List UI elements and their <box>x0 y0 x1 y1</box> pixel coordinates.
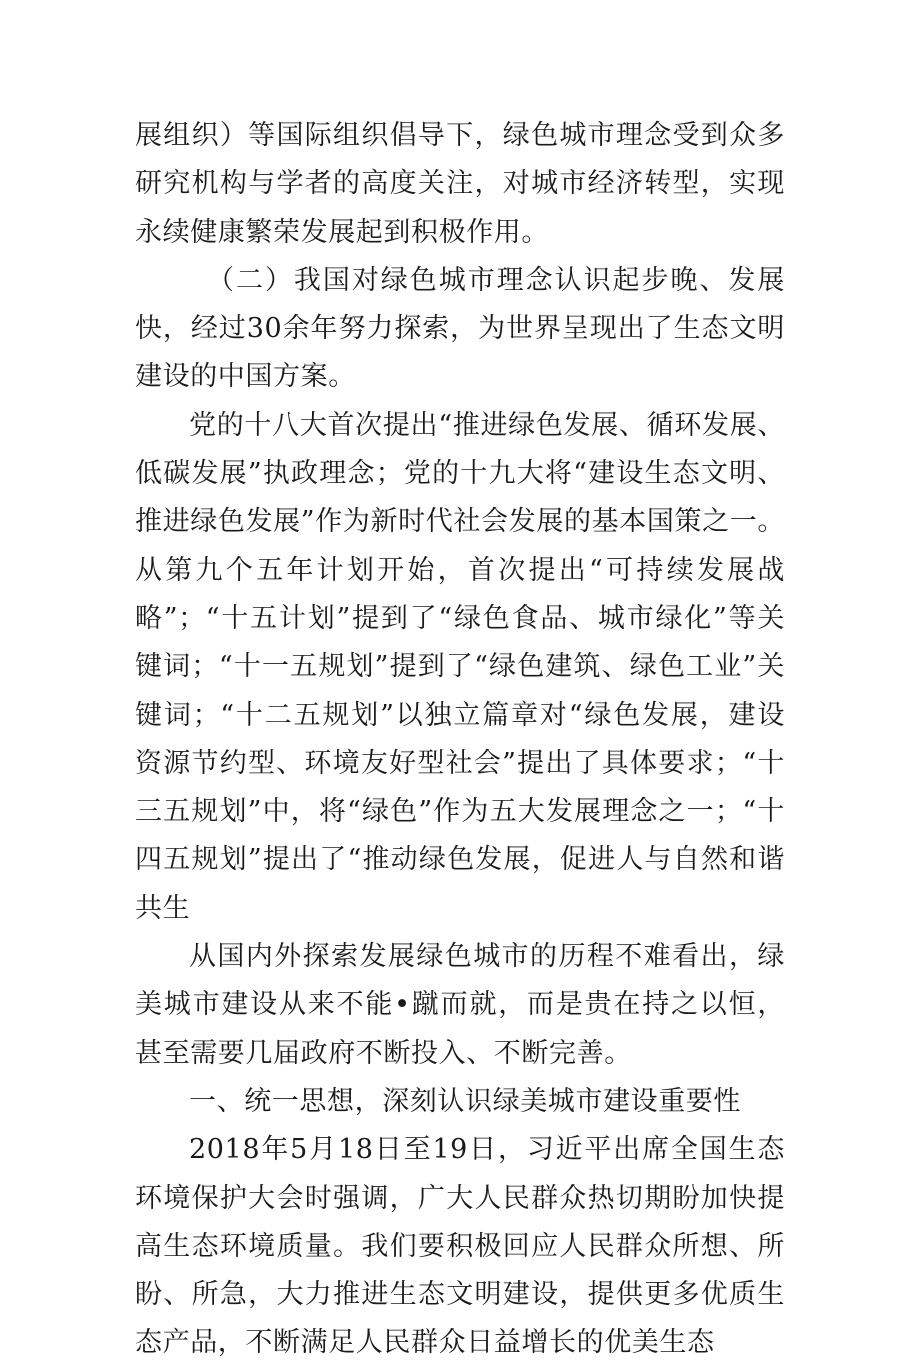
document-body <box>135 112 785 1368</box>
paragraph-policy-history: 党的十八大首次提出“推进绿色发展、循环发展、低碳发展”执政理念；党的十九大将“建设生态文明、推进绿色发展”作为新时代社会发展的基本国策之一。从第九个五年计划开始，首次提出“可持续发展战略”；“十五计划”提到了“绿色食品、城市绿化”等关键词；“十一五规划”提到了“绿色建筑、绿色工业”关键词；“十二五规划”以独立篇章对“绿色发展，建设资源节约型、环境友好型社会”提出了具体要求；“十三五规划”中，将“绿色”作为五大发展理念之一；“十四五规划”提出了“推动绿色发展，促进人与自然和谐共生 <box>135 409 785 924</box>
paragraph-conference: 2018年5月18日至19日，习近平出席全国生态环境保护大会时强调，广大人民群众热切期盼加快提高生态环境质量。我们要积极回应人民群众所想、所盼、所急，大力推进生态文明建设，提供更多优质生态产品，不断满足人民群众日益增长的优美生态 <box>135 1134 785 1359</box>
section-heading-1: 一、统一思想，深刻认识绿美城市建设重要性 <box>189 1085 741 1117</box>
paragraph-conclusion: 从国内外探索发展绿色城市的历程不难看出，绿美城市建设从来不能•蹴而就，而是贵在持之以恒，甚至需要几届政府不断投入、不断完善。 <box>135 941 785 1069</box>
paragraph-continuation: 展组织）等国际组织倡导下，绿色城市理念受到众多研究机构与学者的高度关注，对城市经济转型，实现永续健康繁荣发展起到积极作用。 <box>135 120 785 248</box>
subsection-heading-2: （二）我国对绿色城市理念认识起步晚、发展快，经过30余年努力探索，为世界呈现出了生态文明建设的中国方案。 <box>135 264 785 393</box>
